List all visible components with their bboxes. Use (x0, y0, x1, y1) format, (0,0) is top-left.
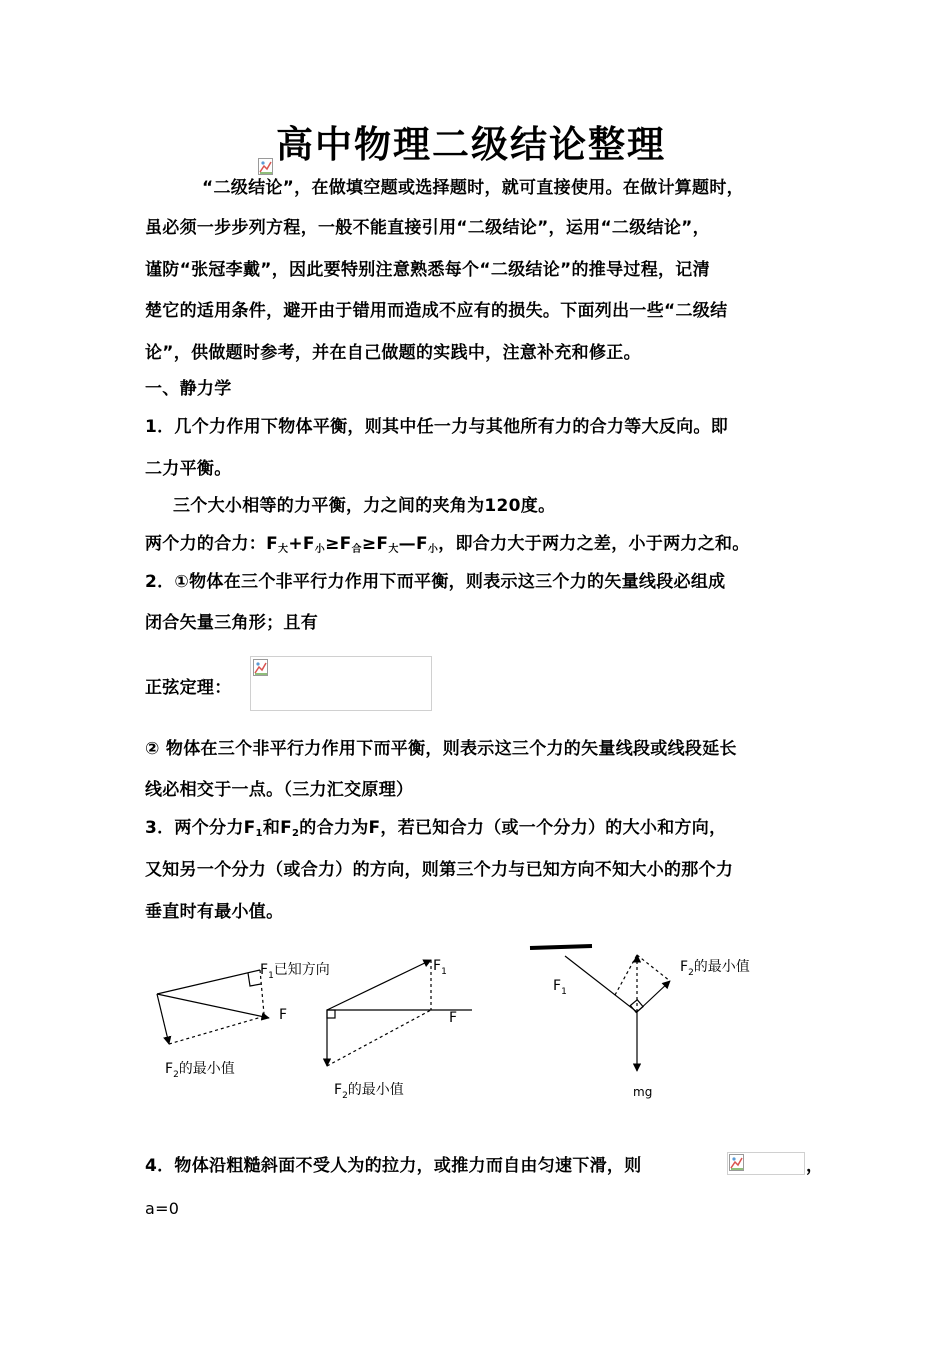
sine-rule-label: 正弦定理： (145, 678, 232, 698)
dashed-line-top (637, 955, 670, 981)
right-angle-mark (327, 1010, 335, 1018)
item1-line2: 二力平衡。 (145, 459, 232, 479)
f1-direction-line (157, 970, 260, 994)
d3-f2-label: $F_2$的最小值 (680, 959, 750, 978)
f2-arrow (157, 994, 169, 1044)
rope-f1 (565, 956, 637, 1012)
diagram-3 (530, 946, 670, 1071)
item1-line3: 三个大小相等的力平衡，力之间的夹角为120度。 (173, 496, 556, 516)
item2b-line1: ② 物体在三个非平行力作用下而平衡，则表示这三个力的矢量线段或线段延长 (145, 739, 737, 759)
broken-image-icon (729, 1154, 745, 1172)
diagram-1 (157, 970, 269, 1044)
d1-f-label: F (279, 1007, 288, 1023)
item2b-line2: 线必相交于一点。（三力汇交原理） (145, 780, 414, 800)
d2-f1-label: $F_1$ (433, 958, 447, 977)
item4-line1: 4．物体沿粗糙斜面不受人为的拉力，或推力而自由匀速下滑，则 (145, 1156, 642, 1176)
title-text: 高中物理二级结论整理 (276, 122, 666, 166)
item3-line1: 3．两个分力$F_1$和$F_2$的合力为F，若已知合力（或一个分力）的大小和方向， (145, 818, 727, 839)
resultant-f-arrow (157, 994, 269, 1018)
intro-line-4: 楚它的适用条件，避开由于错用而造成不应有的损失。下面列出一些“二级结 (145, 301, 728, 321)
inline-formula-image (727, 1152, 805, 1175)
intro-line-3: 谨防“张冠李戴”，因此要特别注意熟悉每个“二级结论”的推导过程，记清 (145, 260, 710, 280)
section-heading-statics: 一、静力学 (145, 379, 232, 399)
resultant-force-line: 两个力的合力：$F_大+F_小\ge F_合\ge F_大—F_小$，即合力大于两力之差，小于两力之和。 (145, 534, 750, 555)
dashed-diagonal (327, 1010, 431, 1066)
ceiling (530, 946, 592, 948)
item1-line1: 1．几个力作用下物体平衡，则其中任一力与其他所有力的合力等大反向。即 (145, 417, 729, 437)
dashed-line (169, 1016, 265, 1044)
d1-f2-label: $F_2$的最小值 (165, 1061, 235, 1080)
item2-line1: 2．①物体在三个非平行力作用下而平衡，则表示这三个力的矢量线段必组成 (145, 572, 726, 592)
d3-mg-label: mg (633, 1085, 653, 1099)
d2-f2-label: $F_2$的最小值 (334, 1082, 404, 1101)
intro-line-1: “二级结论”，在做填空题或选择题时，就可直接使用。在做计算题时， (202, 178, 744, 198)
intro-line-2: 虽必须一步步列方程，一般不能直接引用“二级结论”，运用“二级结论”， (145, 218, 710, 238)
item3-line3: 垂直时有最小值。 (145, 902, 284, 922)
d1-f1-label: $F_1$已知方向 (260, 962, 330, 981)
item4-line2: a=0 (145, 1199, 180, 1218)
f1-arrow (327, 960, 431, 1010)
d3-f1-label: $F_1$ (553, 978, 567, 997)
item2-line2: 闭合矢量三角形；且有 (145, 613, 318, 633)
item3-line2: 又知另一个分力（或合力）的方向，则第三个力与已知方向不知大小的那个力 (145, 860, 734, 880)
item4-comma: ， (806, 1156, 824, 1176)
d2-f-label: F (449, 1010, 458, 1026)
dashed-line-left (615, 955, 637, 995)
intro-line-5: 论”，供做题时参考，并在自己做题的实践中，注意补充和修正。 (145, 343, 641, 363)
